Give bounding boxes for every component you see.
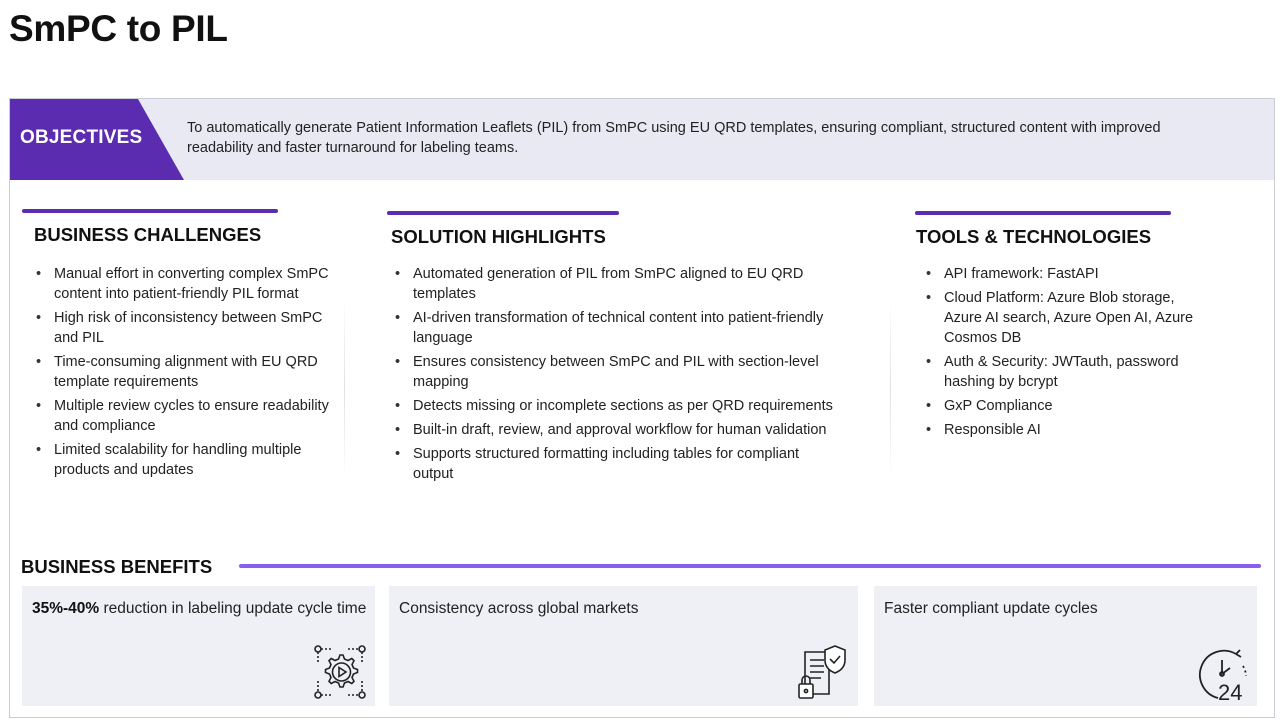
solution-accent-bar bbox=[387, 211, 619, 215]
content-frame bbox=[9, 98, 1275, 718]
page-title: SmPC to PIL bbox=[9, 8, 228, 49]
gear-play-icon bbox=[312, 643, 368, 706]
bullet-item: • Supports structured formatting including tables for compliant output bbox=[393, 444, 843, 484]
benefit-text: Faster compliant update cycles bbox=[884, 600, 1098, 617]
benefit-highlight: 35%-40% bbox=[32, 600, 100, 617]
bullet-item: • High risk of inconsistency between SmPC and PIL bbox=[34, 308, 334, 348]
benefit-text: Consistency across global markets bbox=[399, 600, 639, 617]
document-shield-lock-icon bbox=[797, 644, 849, 707]
objectives-band bbox=[10, 99, 1274, 180]
bullet-item: • API framework: FastAPI bbox=[924, 264, 1214, 284]
benefit-description: reduction in labeling update cycle time bbox=[99, 600, 367, 617]
bullet-item: • Built-in draft, review, and approval workflow for human validation bbox=[393, 420, 843, 440]
bullet-item: • GxP Compliance bbox=[924, 396, 1214, 416]
column-divider bbox=[344, 299, 345, 479]
solution-heading: SOLUTION HIGHLIGHTS bbox=[391, 226, 606, 247]
challenges-heading: BUSINESS CHALLENGES bbox=[34, 224, 262, 245]
bullet-item: • Auth & Security: JWTauth, password hashing by bcrypt bbox=[924, 352, 1214, 392]
bullet-item: • Detects missing or incomplete sections as per QRD requirements bbox=[393, 396, 843, 416]
bullet-item: • Responsible AI bbox=[924, 420, 1214, 440]
bullet-item: • Limited scalability for handling multiple products and updates bbox=[34, 440, 334, 480]
objectives-label: OBJECTIVES bbox=[20, 127, 143, 148]
clock-24-label: 24 bbox=[1218, 680, 1243, 702]
bullet-item: • Automated generation of PIL from SmPC aligned to EU QRD templates bbox=[393, 264, 843, 304]
objectives-text: To automatically generate Patient Information Leaflets (PIL) from SmPC using EU QRD templates, ensuring compliant, structured content with improved readability and faster turnaround for labeling teams. bbox=[187, 120, 1161, 156]
challenges-accent-bar bbox=[22, 209, 278, 213]
solution-list bbox=[393, 264, 843, 488]
clock-24-icon bbox=[1196, 646, 1252, 707]
benefit-card bbox=[22, 586, 375, 706]
bullet-item: • Ensures consistency between SmPC and PIL with section-level mapping bbox=[393, 352, 843, 392]
tools-heading: TOOLS & TECHNOLOGIES bbox=[916, 226, 1152, 247]
bullet-item: • Time-consuming alignment with EU QRD template requirements bbox=[34, 352, 334, 392]
benefit-card bbox=[874, 586, 1257, 706]
bullet-item: • AI-driven transformation of technical content into patient-friendly language bbox=[393, 308, 843, 348]
column-divider bbox=[890, 299, 891, 479]
benefit-text bbox=[32, 598, 366, 619]
benefit-card bbox=[389, 586, 858, 706]
bullet-item: • Cloud Platform: Azure Blob storage, Azure AI search, Azure Open AI, Azure Cosmos DB bbox=[924, 288, 1214, 348]
challenges-list bbox=[34, 264, 334, 484]
bullet-item: • Manual effort in converting complex SmPC content into patient-friendly PIL format bbox=[34, 264, 334, 304]
benefits-accent-line bbox=[239, 564, 1261, 568]
tools-list bbox=[924, 264, 1214, 444]
tools-accent-bar bbox=[915, 211, 1171, 215]
benefits-heading: BUSINESS BENEFITS bbox=[21, 556, 213, 577]
bullet-item: • Multiple review cycles to ensure readability and compliance bbox=[34, 396, 334, 436]
